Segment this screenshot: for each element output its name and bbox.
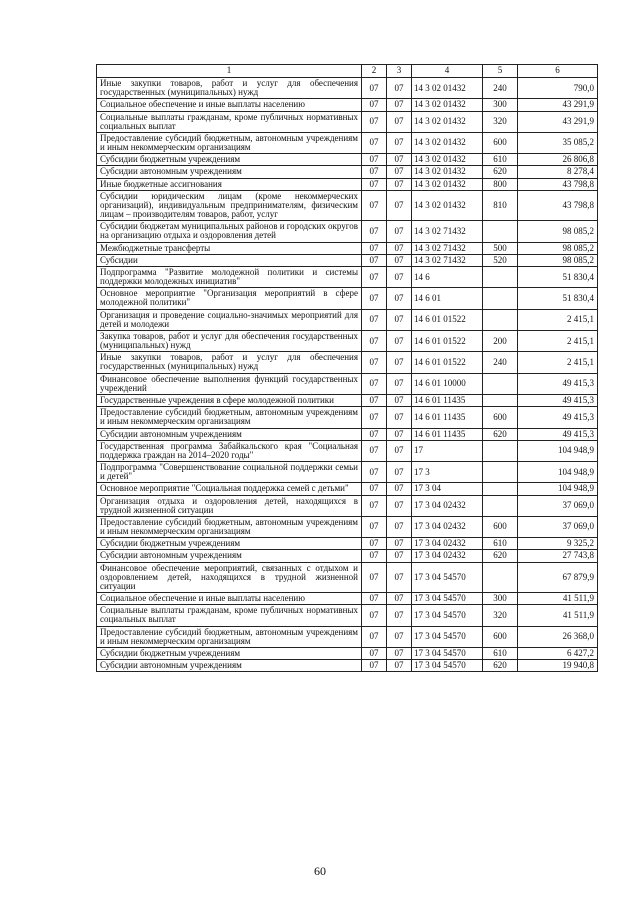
row-section: 07 (362, 495, 387, 516)
table-row (97, 166, 598, 178)
table-row (97, 99, 598, 111)
row-amount: 49 415,3 (518, 428, 598, 440)
row-expense-type (483, 462, 518, 483)
row-subsection: 07 (387, 78, 412, 99)
row-amount: 98 085,2 (518, 221, 598, 242)
row-subsection: 07 (387, 373, 412, 394)
row-subsection: 07 (387, 221, 412, 242)
row-expense-type (483, 562, 518, 593)
row-expense-type: 620 (483, 660, 518, 672)
row-target-code: 14 6 (412, 266, 483, 287)
row-section: 07 (362, 99, 387, 111)
row-subsection: 07 (387, 550, 412, 562)
row-name: Предоставление субсидий бюджетным, автономным учреждениям и иным некоммерческим организациям (97, 407, 362, 428)
table-row (97, 440, 598, 461)
row-amount: 49 415,3 (518, 407, 598, 428)
row-subsection: 07 (387, 178, 412, 190)
row-subsection: 07 (387, 266, 412, 287)
row-section: 07 (362, 440, 387, 461)
table-row (97, 190, 598, 221)
table-row (97, 373, 598, 394)
row-section: 07 (362, 132, 387, 153)
row-subsection: 07 (387, 190, 412, 221)
row-name: Государственная программа Забайкальского края "Социальная поддержка граждан на 2014–2020 годы" (97, 440, 362, 461)
row-name: Субсидии автономным учреждениям (97, 660, 362, 672)
row-subsection: 07 (387, 516, 412, 537)
table-row (97, 352, 598, 373)
row-section: 07 (362, 428, 387, 440)
budget-table (96, 64, 598, 672)
row-name: Подпрограмма "Развитие молодежной политики и системы поддержки молодежных инициатив" (97, 266, 362, 287)
row-expense-type (483, 221, 518, 242)
page-number: 60 (314, 864, 326, 878)
row-expense-type: 600 (483, 516, 518, 537)
row-name: Иные закупки товаров, работ и услуг для обеспечения государственных (муниципальных) нужд (97, 78, 362, 99)
row-expense-type (483, 373, 518, 394)
row-subsection: 07 (387, 495, 412, 516)
row-amount: 37 069,0 (518, 516, 598, 537)
row-amount: 9 325,2 (518, 538, 598, 550)
row-target-code: 14 3 02 71432 (412, 242, 483, 254)
row-name: Финансовое обеспечение выполнения функций государственных учреждений (97, 373, 362, 394)
row-expense-type (483, 288, 518, 309)
row-subsection: 07 (387, 132, 412, 153)
row-subsection: 07 (387, 626, 412, 647)
table-row (97, 483, 598, 495)
row-subsection: 07 (387, 352, 412, 373)
row-amount: 2 415,1 (518, 352, 598, 373)
row-target-code: 17 3 04 54570 (412, 660, 483, 672)
row-section: 07 (362, 111, 387, 132)
row-expense-type: 320 (483, 111, 518, 132)
row-expense-type (483, 483, 518, 495)
row-section: 07 (362, 647, 387, 659)
table-body (97, 78, 598, 672)
table-row (97, 330, 598, 351)
table-row (97, 154, 598, 166)
row-expense-type (483, 394, 518, 406)
row-target-code: 14 3 02 01432 (412, 166, 483, 178)
header-col-3: 3 (387, 65, 412, 78)
row-name: Субсидии автономным учреждениям (97, 428, 362, 440)
table-row (97, 254, 598, 266)
row-expense-type: 240 (483, 352, 518, 373)
table-row (97, 626, 598, 647)
row-amount: 35 085,2 (518, 132, 598, 153)
row-section: 07 (362, 330, 387, 351)
row-amount: 67 879,9 (518, 562, 598, 593)
row-section: 07 (362, 78, 387, 99)
row-name: Субсидии бюджетам муниципальных районов и городских округов на организацию отдыха и оздоровления детей (97, 221, 362, 242)
row-name: Предоставление субсидий бюджетным, автономным учреждениям и иным некоммерческим организациям (97, 132, 362, 153)
row-amount: 8 278,4 (518, 166, 598, 178)
table-row (97, 111, 598, 132)
row-amount: 104 948,9 (518, 440, 598, 461)
row-section: 07 (362, 178, 387, 190)
row-amount: 49 415,3 (518, 394, 598, 406)
row-section: 07 (362, 407, 387, 428)
table-row (97, 660, 598, 672)
row-target-code: 14 3 02 01432 (412, 111, 483, 132)
row-name: Закупка товаров, работ и услуг для обеспечения государственных (муниципальных) нужд (97, 330, 362, 351)
row-amount: 98 085,2 (518, 242, 598, 254)
row-section: 07 (362, 660, 387, 672)
row-section: 07 (362, 394, 387, 406)
row-expense-type (483, 266, 518, 287)
row-expense-type (483, 309, 518, 330)
row-name: Субсидии юридическим лицам (кроме некоммерческих организаций), индивидуальным предпринимателям, физическим лицам – производителям товаров, работ, услуг (97, 190, 362, 221)
row-expense-type: 620 (483, 550, 518, 562)
table-row (97, 221, 598, 242)
row-section: 07 (362, 309, 387, 330)
row-subsection: 07 (387, 593, 412, 605)
row-target-code: 17 3 04 02432 (412, 516, 483, 537)
row-expense-type (483, 495, 518, 516)
row-amount: 2 415,1 (518, 330, 598, 351)
row-subsection: 07 (387, 288, 412, 309)
row-expense-type: 610 (483, 647, 518, 659)
row-subsection: 07 (387, 154, 412, 166)
row-name: Подпрограмма "Совершенствование социальной поддержки семьи и детей" (97, 462, 362, 483)
row-name: Предоставление субсидий бюджетным, автономным учреждениям и иным некоммерческим организациям (97, 626, 362, 647)
row-expense-type: 520 (483, 254, 518, 266)
header-col-1: 1 (97, 65, 362, 78)
row-amount: 51 830,4 (518, 266, 598, 287)
row-section: 07 (362, 562, 387, 593)
row-target-code: 14 3 02 01432 (412, 190, 483, 221)
row-target-code: 17 3 04 02432 (412, 495, 483, 516)
row-amount: 43 291,9 (518, 111, 598, 132)
row-name: Государственные учреждения в сфере молодежной политики (97, 394, 362, 406)
row-section: 07 (362, 242, 387, 254)
table-row (97, 78, 598, 99)
row-name: Социальные выплаты гражданам, кроме публичных нормативных социальных выплат (97, 111, 362, 132)
row-target-code: 17 3 04 02432 (412, 538, 483, 550)
row-name: Социальное обеспечение и иные выплаты населению (97, 593, 362, 605)
row-amount: 6 427,2 (518, 647, 598, 659)
row-amount: 41 511,9 (518, 605, 598, 626)
row-expense-type: 600 (483, 626, 518, 647)
row-expense-type: 240 (483, 78, 518, 99)
row-amount: 26 806,8 (518, 154, 598, 166)
row-amount: 104 948,9 (518, 483, 598, 495)
row-subsection: 07 (387, 111, 412, 132)
row-expense-type: 600 (483, 132, 518, 153)
row-name: Финансовое обеспечение мероприятий, связанных с отдыхом и оздоровлением детей, находящихся в трудной жизненной ситуации (97, 562, 362, 593)
table-row (97, 647, 598, 659)
row-section: 07 (362, 462, 387, 483)
row-target-code: 17 3 04 54570 (412, 647, 483, 659)
row-target-code: 14 6 01 11435 (412, 428, 483, 440)
row-target-code: 14 6 01 01522 (412, 352, 483, 373)
row-subsection: 07 (387, 605, 412, 626)
row-section: 07 (362, 373, 387, 394)
row-section: 07 (362, 221, 387, 242)
row-expense-type: 810 (483, 190, 518, 221)
table-row (97, 178, 598, 190)
table-row (97, 562, 598, 593)
row-amount: 19 940,8 (518, 660, 598, 672)
row-subsection: 07 (387, 538, 412, 550)
row-name: Организация и проведение социально-значимых мероприятий для детей и молодежи (97, 309, 362, 330)
row-expense-type: 500 (483, 242, 518, 254)
table-row (97, 407, 598, 428)
row-section: 07 (362, 266, 387, 287)
table-row (97, 266, 598, 287)
row-name: Субсидии (97, 254, 362, 266)
row-expense-type: 620 (483, 428, 518, 440)
header-col-2: 2 (362, 65, 387, 78)
row-amount: 43 291,9 (518, 99, 598, 111)
row-target-code: 17 3 04 02432 (412, 550, 483, 562)
row-amount: 37 069,0 (518, 495, 598, 516)
table-row (97, 428, 598, 440)
row-name: Основное мероприятие "Организация мероприятий в сфере молодежной политики" (97, 288, 362, 309)
row-expense-type: 300 (483, 593, 518, 605)
row-section: 07 (362, 154, 387, 166)
row-section: 07 (362, 288, 387, 309)
row-target-code: 14 3 02 01432 (412, 154, 483, 166)
row-name: Иные закупки товаров, работ и услуг для обеспечения государственных (муниципальных) нужд (97, 352, 362, 373)
row-subsection: 07 (387, 483, 412, 495)
row-name: Основное мероприятие "Социальная поддержка семей с детьми" (97, 483, 362, 495)
row-amount: 51 830,4 (518, 288, 598, 309)
row-amount: 43 798,8 (518, 178, 598, 190)
row-target-code: 17 3 04 54570 (412, 626, 483, 647)
row-section: 07 (362, 166, 387, 178)
row-amount: 26 368,0 (518, 626, 598, 647)
table-row (97, 593, 598, 605)
row-subsection: 07 (387, 330, 412, 351)
row-target-code: 14 6 01 10000 (412, 373, 483, 394)
row-section: 07 (362, 538, 387, 550)
row-amount: 2 415,1 (518, 309, 598, 330)
row-expense-type: 620 (483, 166, 518, 178)
row-target-code: 17 3 (412, 462, 483, 483)
header-row (97, 65, 598, 78)
table-row (97, 538, 598, 550)
row-amount: 104 948,9 (518, 462, 598, 483)
row-subsection: 07 (387, 166, 412, 178)
row-target-code: 14 3 02 71432 (412, 221, 483, 242)
row-target-code: 14 6 01 11435 (412, 394, 483, 406)
table-row (97, 288, 598, 309)
row-expense-type (483, 440, 518, 461)
row-subsection: 07 (387, 309, 412, 330)
table-row (97, 309, 598, 330)
row-expense-type: 610 (483, 538, 518, 550)
table-row (97, 462, 598, 483)
row-section: 07 (362, 254, 387, 266)
row-target-code: 17 3 04 54570 (412, 605, 483, 626)
row-target-code: 14 6 01 01522 (412, 309, 483, 330)
row-name: Субсидии бюджетным учреждениям (97, 647, 362, 659)
row-subsection: 07 (387, 428, 412, 440)
row-section: 07 (362, 352, 387, 373)
row-subsection: 07 (387, 254, 412, 266)
row-expense-type: 320 (483, 605, 518, 626)
row-target-code: 17 3 04 54570 (412, 562, 483, 593)
row-section: 07 (362, 550, 387, 562)
row-name: Социальные выплаты гражданам, кроме публичных нормативных социальных выплат (97, 605, 362, 626)
row-target-code: 17 (412, 440, 483, 461)
row-subsection: 07 (387, 462, 412, 483)
row-name: Иные бюджетные ассигнования (97, 178, 362, 190)
row-expense-type: 800 (483, 178, 518, 190)
row-target-code: 14 3 02 01432 (412, 99, 483, 111)
row-subsection: 07 (387, 99, 412, 111)
row-amount: 790,0 (518, 78, 598, 99)
row-target-code: 14 3 02 01432 (412, 132, 483, 153)
row-section: 07 (362, 605, 387, 626)
table-row (97, 516, 598, 537)
row-section: 07 (362, 516, 387, 537)
row-name: Субсидии автономным учреждениям (97, 166, 362, 178)
table-row (97, 242, 598, 254)
header-col-6: 6 (518, 65, 598, 78)
row-target-code: 14 6 01 01522 (412, 330, 483, 351)
row-amount: 41 511,9 (518, 593, 598, 605)
row-name: Организация отдыха и оздоровления детей, находящихся в трудной жизненной ситуации (97, 495, 362, 516)
row-subsection: 07 (387, 407, 412, 428)
row-amount: 98 085,2 (518, 254, 598, 266)
row-expense-type: 200 (483, 330, 518, 351)
row-amount: 27 743,8 (518, 550, 598, 562)
table-row (97, 605, 598, 626)
table-row (97, 132, 598, 153)
row-name: Предоставление субсидий бюджетным, автономным учреждениям и иным некоммерческим организациям (97, 516, 362, 537)
row-section: 07 (362, 626, 387, 647)
table-row (97, 394, 598, 406)
row-target-code: 14 3 02 01432 (412, 178, 483, 190)
row-subsection: 07 (387, 394, 412, 406)
row-subsection: 07 (387, 440, 412, 461)
row-section: 07 (362, 190, 387, 221)
row-target-code: 14 6 01 11435 (412, 407, 483, 428)
row-target-code: 14 3 02 01432 (412, 78, 483, 99)
row-name: Субсидии бюджетным учреждениям (97, 154, 362, 166)
row-amount: 49 415,3 (518, 373, 598, 394)
row-name: Социальное обеспечение и иные выплаты населению (97, 99, 362, 111)
row-target-code: 14 6 01 (412, 288, 483, 309)
row-target-code: 14 3 02 71432 (412, 254, 483, 266)
row-expense-type: 610 (483, 154, 518, 166)
row-expense-type: 300 (483, 99, 518, 111)
row-amount: 43 798,8 (518, 190, 598, 221)
row-target-code: 17 3 04 54570 (412, 593, 483, 605)
row-name: Субсидии автономным учреждениям (97, 550, 362, 562)
header-col-5: 5 (483, 65, 518, 78)
row-section: 07 (362, 483, 387, 495)
row-name: Субсидии бюджетным учреждениям (97, 538, 362, 550)
row-expense-type: 600 (483, 407, 518, 428)
table-row (97, 550, 598, 562)
table-row (97, 495, 598, 516)
row-subsection: 07 (387, 660, 412, 672)
row-subsection: 07 (387, 647, 412, 659)
row-subsection: 07 (387, 242, 412, 254)
row-target-code: 17 3 04 (412, 483, 483, 495)
row-section: 07 (362, 593, 387, 605)
row-subsection: 07 (387, 562, 412, 593)
header-col-4: 4 (412, 65, 483, 78)
row-name: Межбюджетные трансферты (97, 242, 362, 254)
